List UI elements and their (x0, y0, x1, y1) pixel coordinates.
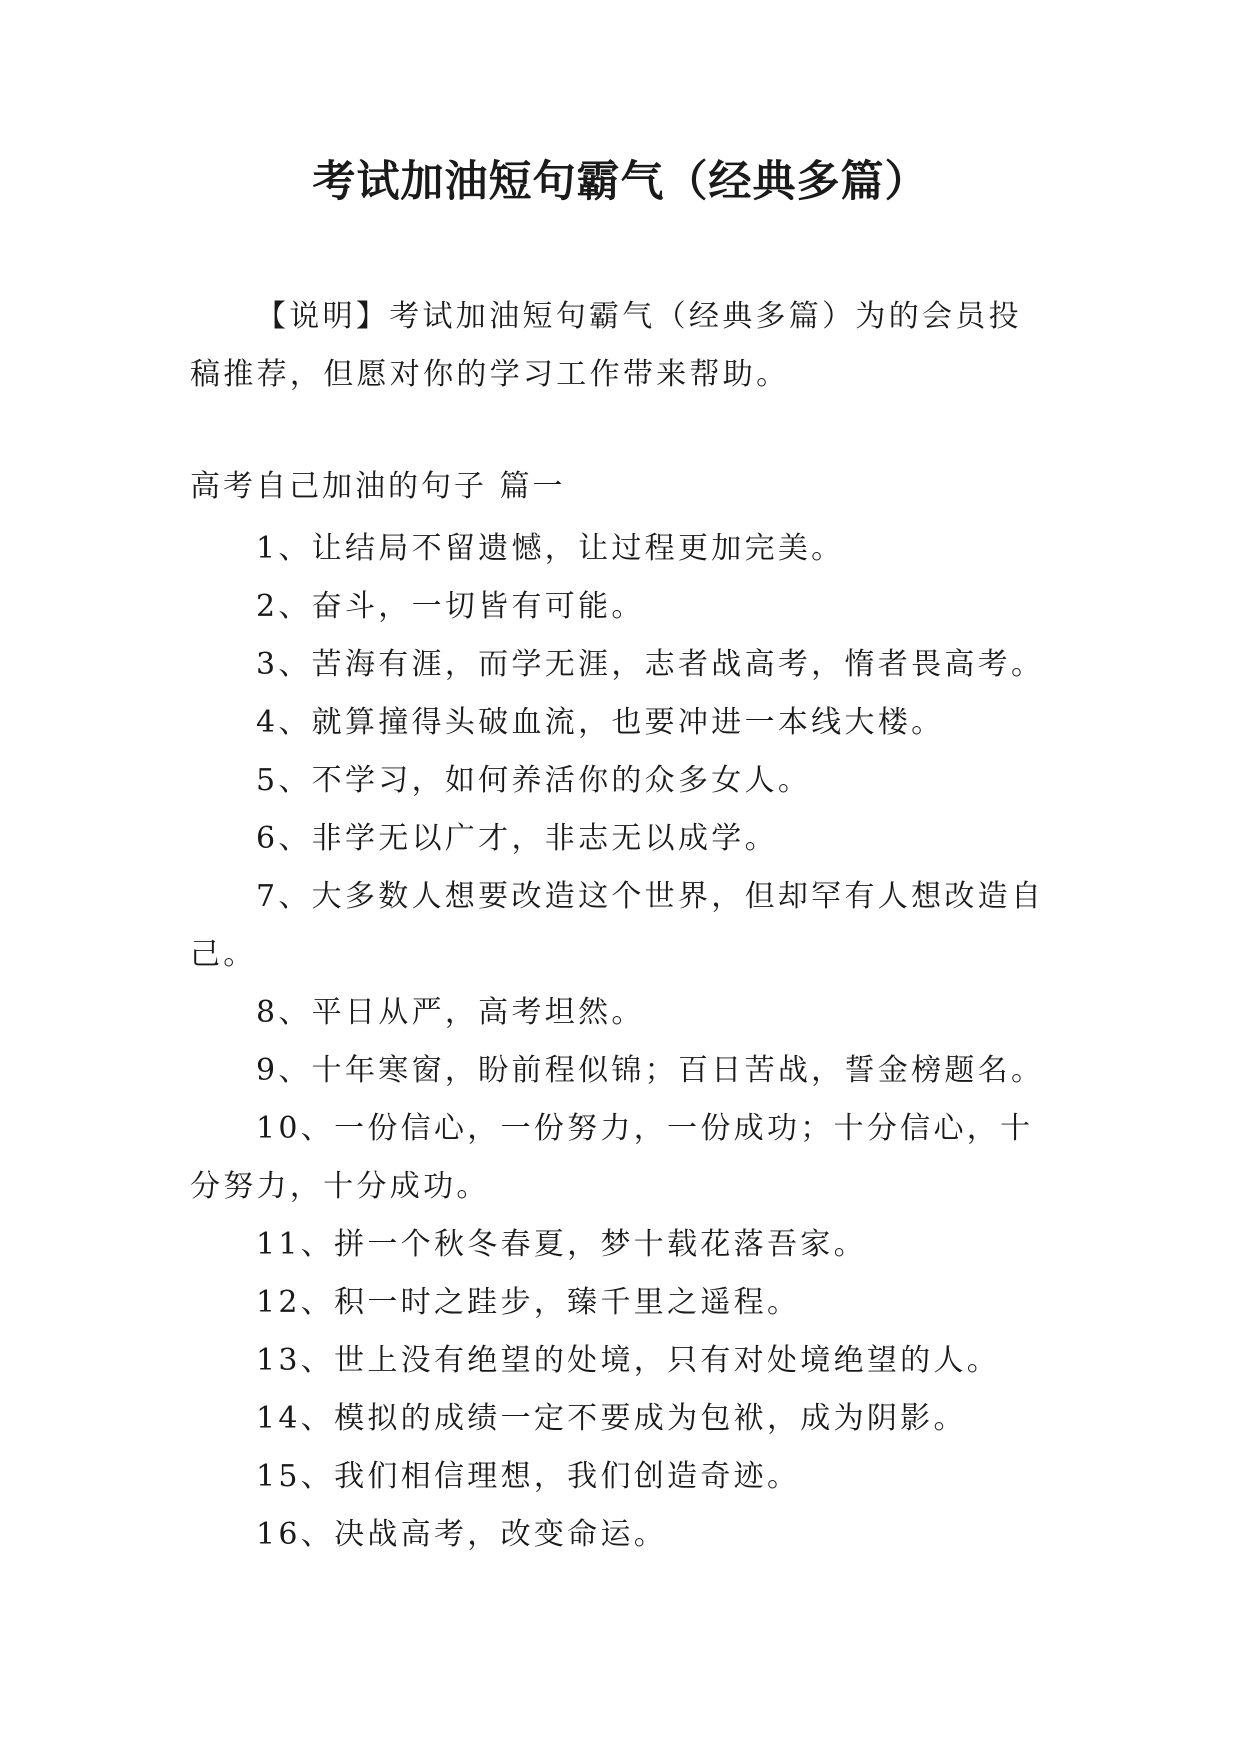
list-item: 10、一份信心，一份努力，一份成功；十分信心，十分努力，十分成功。 (190, 1111, 1034, 1204)
list-item: 16、决战高考，改变命运。 (256, 1517, 668, 1552)
intro-paragraph: 【说明】考试加油短句霸气（经典多篇）为的会员投稿推荐，但愿对你的学习工作带来帮助。 (190, 299, 1022, 392)
section-heading: 高考自己加油的句子 篇一 (190, 469, 566, 504)
list-item: 4、就算撞得头破血流，也要冲进一本线大楼。 (256, 705, 945, 740)
list-item: 8、平日从严，高考坦然。 (256, 995, 645, 1030)
list-item: 2、奋斗，一切皆有可能。 (256, 589, 645, 624)
list-item: 1、让结局不留遗憾，让过程更加完美。 (256, 531, 845, 566)
sentence-list (190, 520, 1052, 1564)
list-item: 12、积一时之跬步，臻千里之遥程。 (256, 1285, 801, 1320)
list-item: 13、世上没有绝望的处境，只有对处境绝望的人。 (256, 1343, 1001, 1378)
list-item: 14、模拟的成绩一定不要成为包袱，成为阴影。 (256, 1401, 967, 1436)
list-item: 9、十年寒窗，盼前程似锦；百日苦战，誓金榜题名。 (256, 1053, 1045, 1088)
list-item: 11、拼一个秋冬春夏，梦十载花落吾家。 (256, 1227, 867, 1262)
list-item: 6、非学无以广才，非志无以成学。 (256, 821, 778, 856)
list-item: 5、不学习，如何养活你的众多女人。 (256, 763, 812, 798)
document-title: 考试加油短句霸气（经典多篇） (312, 157, 929, 207)
list-item: 15、我们相信理想，我们创造奇迹。 (256, 1459, 801, 1494)
list-item: 7、大多数人想要改造这个世界，但却罕有人想改造自己。 (190, 879, 1045, 972)
list-item: 3、苦海有涯，而学无涯，志者战高考，惰者畏高考。 (256, 647, 1045, 682)
